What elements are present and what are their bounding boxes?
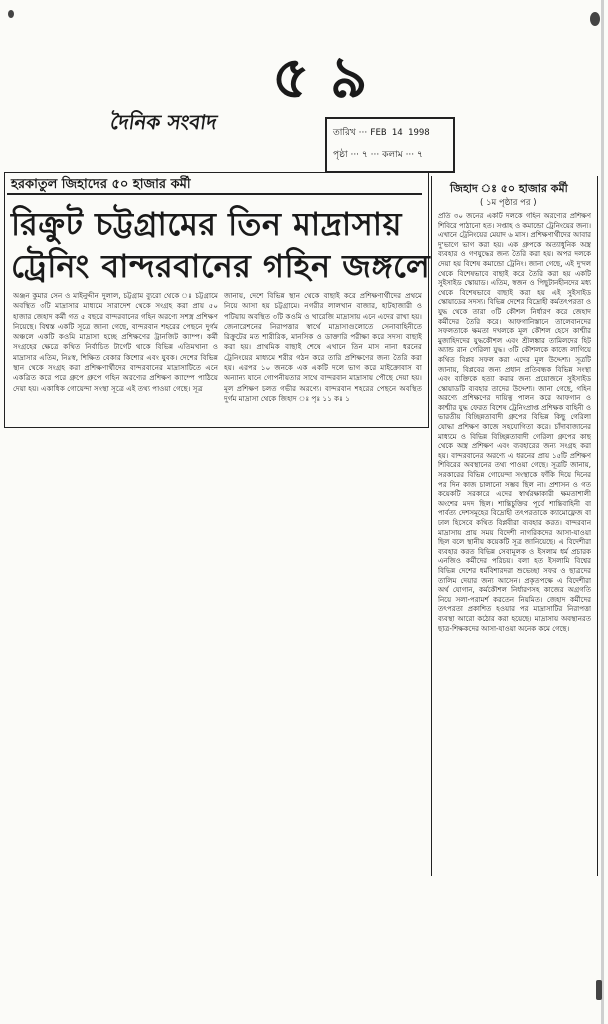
column-value: ৭ [417, 150, 423, 160]
newspaper-name-stamp: দৈনিক সংবাদ [108, 110, 219, 134]
handwritten-page-number: ৫ ৯ [272, 43, 368, 111]
article-column-2: জানায়, দেশে বিভিন্ন স্থান থেকে বাছাই করে প্রশিক্ষণার্থীদের প্রথমে নিয়ে আসা হয় চট্টগ্রামে। নগরীর লালখান বাজার, হাটহাজারী ও পটিয়ায় অবস্থিত ৩টি কওমি ও খারেজি মাদ্রাসায় এনে এদের রাখা হয়। জেনারেশনের নিরাপত্তার স্বার্থে মাদ্রাসাগুলোতে সেনাবাহিনীতে রিক্রুটের মত শারীরিক, মানসিক ও ডাক্তারি পরীক্ষা করে সদস্য বাছাই করা হয়। প্রাথমিক বাছাই শেষে এখানে তিন মাস নানা ধরনের ট্রেনিংয়ের মাধ্যমে শরীর গঠন করে তারি প্রশিক্ষণের জন্য তৈরি করা হয়। এরপর ১০ জনকে এক একটি দলে ভাগ করে মাইক্রোবাস বা অন্যান্য যানে গোপনীয়তার সাথে বান্দরবান মাদ্রাসায় পৌছে দেয়া হয়। মূল প্রশিক্ষণ চলত গভীর অরণ্যে। বান্দরবান শহরের পেছনে অবস্থিত দুর্গম মাদ্রাসা থেকে জিহাদ ঃ পৃঃ ১১ কঃ ১ [224, 291, 422, 403]
main-article [4, 172, 429, 428]
continuation-column [431, 176, 598, 876]
continuation-title: জিহাদ ঃ ৫০ হাজার কর্মী [450, 182, 568, 195]
article-column-1: অঞ্জন কুমার সেন ও মাইনুদ্দীন দুলাল, চট্টগ্রাম ব্যুরো থেকে ঃ চট্টগ্রামে অবস্থিত ৩টি মাদ্রাসার মাধ্যমে সারাদেশ থেকে সংগ্রহ করা প্রায় ৫০ হাজার জেহাদ কর্মী গত ৫ বছরে বান্দরবানের গহিন অরণ্যে সশস্ত্র প্রশিক্ষণ নিয়েছে। বিশ্বস্ত একটি সূত্রে জানা গেছে, বান্দরবান শহরের পেছনে দুর্গম অঞ্চলে একটি কওমি মাদ্রাসা হচ্ছে প্রশিক্ষণের ট্রানজিট ক্যাম্প। কর্মী সংগ্রহের ক্ষেত্রে কথিত নির্বাচিত টার্গেট থাকে বিভিন্ন এতিমখানা ও মাদ্রাসার এতিম, নিঃস্ব, শিক্ষিত বেকার কিশোর এবং যুবক। দেশের বিভিন্ন স্থান থেকে সংগ্রহ করা প্রশিক্ষণার্থীদের বান্দরবানের মাদ্রাসাটিতে এনে একত্রিত করে পরে গ্রুপে গ্রুপে গহিন অরণ্যের প্রশিক্ষণ ক্যাম্পে পাঠিয়ে দেয়া হয়। একাধিক গোয়েন্দা সংস্থা সূত্রে এই তথ্য পাওয়া গেছে। সূত্র [13, 291, 218, 393]
continuation-text: প্রতি ৩০ জনের একটি দলকে গহিন অরণ্যের প্রশিক্ষণ শিবিরে পাঠানো হত। সপ্তাহ ও কমান্ডো ট্রেনিংয়ের জন্য। এখানে ট্রেনিংয়ের মেয়াদ ৬ মাস। প্রশিক্ষণার্থীদের আবার দু'ভাগে ভাগ করা হয়। এক গ্রুপকে অত্যাধুনিক অস্ত্র ব্যবহার ও গণযুদ্ধের জন্য তৈরি করা হয়। অপর দলকে দেয়া হয় বিশেষ কমান্ডো ট্রেনিং। জানা গেছে, এই দু'দল থেকে বিশেষভাবে বাছাই করে তৈরি করা হয় একটি সুইসাইড স্কোয়াড। এতিম, স্বজন ও পিছুটানহীনদের মধ্য থেকে বিশেষভাবে বাছাই করা হয় এই সুইসাইড স্কোয়াডের সদস্য। বিভিন্ন দেশের বিদ্রোহী কর্মতৎপরতা ও যুদ্ধ থেকে তারা ৩টি কৌশল নির্ধারণ করে জেহাদ কর্মীদের তৈরি করে। আফগানিস্তানে তালেবানদের সফলতাকে ক্ষমতা দখলকে মূল কৌশল হেসে কাশ্মীর মুজাহিদদের যুদ্ধকৌশল এবং শ্রীলঙ্কার তামিলদের হিট অ্যান্ড রান গেরিলা যুদ্ধ। ৩টি কৌশলকে কাজে লাগিয়ে কথিত বিপ্লব সফল করা এদের মূল উদ্দেশ্য। সূত্রটি জানায়, বিপ্লবের জন্য প্রধান প্রতিবন্ধক বিভিন্ন সংস্থা এবং ব্যক্তিকে হত্যা করার জন্য প্রয়োজনে সুইসাইড স্কোয়াডটি ব্যবহার তাদের উদ্দেশ্য। জানা গেছে, গহিন অরণ্যে প্রশিক্ষণের দায়িত্ব পালন করে আফগান ও কাশ্মীর যুদ্ধ ফেরত বিশেষ ট্রেনিংপ্রাপ্ত প্রশিক্ষক বাহিনী ও ভারতীয় বিচ্ছিন্নতাবাদী গ্রুপের বিভিন্ন কিছু গেরিলা যোদ্ধা প্রশিক্ষণ কাজে সহযোগিতা করে। চাঁদাবাজানের মাধ্যমে ও বিভিন্ন বিচ্ছিন্নতাবাদী গেরিলা গ্রুপের কাছ থেকে অস্ত্র প্রশিক্ষণ এবং ব্যবহারের জন্য সংগ্রহ করা হয়। বান্দরবানের অরণ্যে এ ধরনের প্রায় ১৫টি প্রশিক্ষণ শিবিরের অবস্থানের তথ্য পাওয়া গেছে। সূত্রটি জানায়, সরকারের বিভিন্ন গোয়েন্দা সংস্থাকে ফাঁকি দিয়ে দিনের পর দিন কাজ চালানো সম্ভব ছিল না। প্রশাসন ও গত কয়েকটি সরকারে এদের স্বার্থরক্ষাকারী ক্ষমতাশালী অংশের মদদ ছিল। শান্তিচুক্তির পূর্বে শান্তিবাহিনী বা পার্বত্য দেশসমূহের বিদ্রোহী তৎপরতাকে ক্যামোফ্লেজ বা ঢাল হিসেবে কথিত বিপ্লবীরা ব্যবহার করত। বান্দরবান মাদ্রাসায় প্রায় সময় বিদেশী নাগরিকদের আসা-যাওয়া ছিল বলে স্থানীয় কয়েকটি সূত্র জানিয়েছে। এ বিদেশীরা ব্যবহার করত বিভিন্ন সেবামূলক ও ইসলাম ধর্ম প্রচারক এনজিও কর্মীদের পরিচয়। বলা হত ইসলামি বিশ্বের বিভিন্ন দেশের ধর্মবিশারদরা শুভেচ্ছা সফর ও ছাত্রদের তালিম দেয়ার জন্য আসেন। প্রকৃতপক্ষে এ বিদেশীরা অর্থ যোগান, কর্মকৌশল নির্ধারণসহ কাজের অগ্রগতি নিয়ে সলা-পরামর্শ করতেন নিয়মিত। জেহাদ কর্মীদের তৎপরতা প্রকাশিত হওয়ার পর মাদ্রাসাটির নিরাপত্তা ব্যবস্থা আরো কঠোর করা হয়েছে। মাদ্রাসায় অবস্থানরত ছাত্র-শিক্ষকদের আসা-যাওয়া অনেক কমে গেছে। [438, 212, 591, 633]
article-kicker: হরকাতুল জিহাদের ৫০ হাজার কর্মী [11, 177, 191, 192]
headline-line-2: ট্রেনিং বান্দরবানের গহিন জঙ্গলে [11, 247, 431, 285]
kicker-rule [7, 193, 422, 195]
page-value: ৭ [361, 150, 368, 160]
continuation-subtitle: ( ১ম পৃষ্ঠার পর ) [480, 198, 537, 208]
date-row: তারিখ ··· FEB 14 1998 [333, 128, 430, 138]
scan-speck [596, 980, 602, 1000]
column-label: কলাম [382, 150, 403, 160]
date-stamp-box [325, 117, 455, 173]
page-label: পৃষ্ঠা [333, 150, 348, 160]
scan-edge [601, 0, 604, 1024]
date-value: FEB 14 1998 [370, 128, 430, 138]
headline-line-1: রিক্রুট চট্টগ্রামের তিন মাদ্রাসায় [11, 205, 402, 243]
page-column-row: পৃষ্ঠা ··· ৭ ··· কলাম ··· ৭ [333, 150, 423, 160]
scan-speck [590, 12, 600, 26]
date-label: তারিখ [333, 128, 356, 138]
scan-speck [8, 10, 14, 18]
